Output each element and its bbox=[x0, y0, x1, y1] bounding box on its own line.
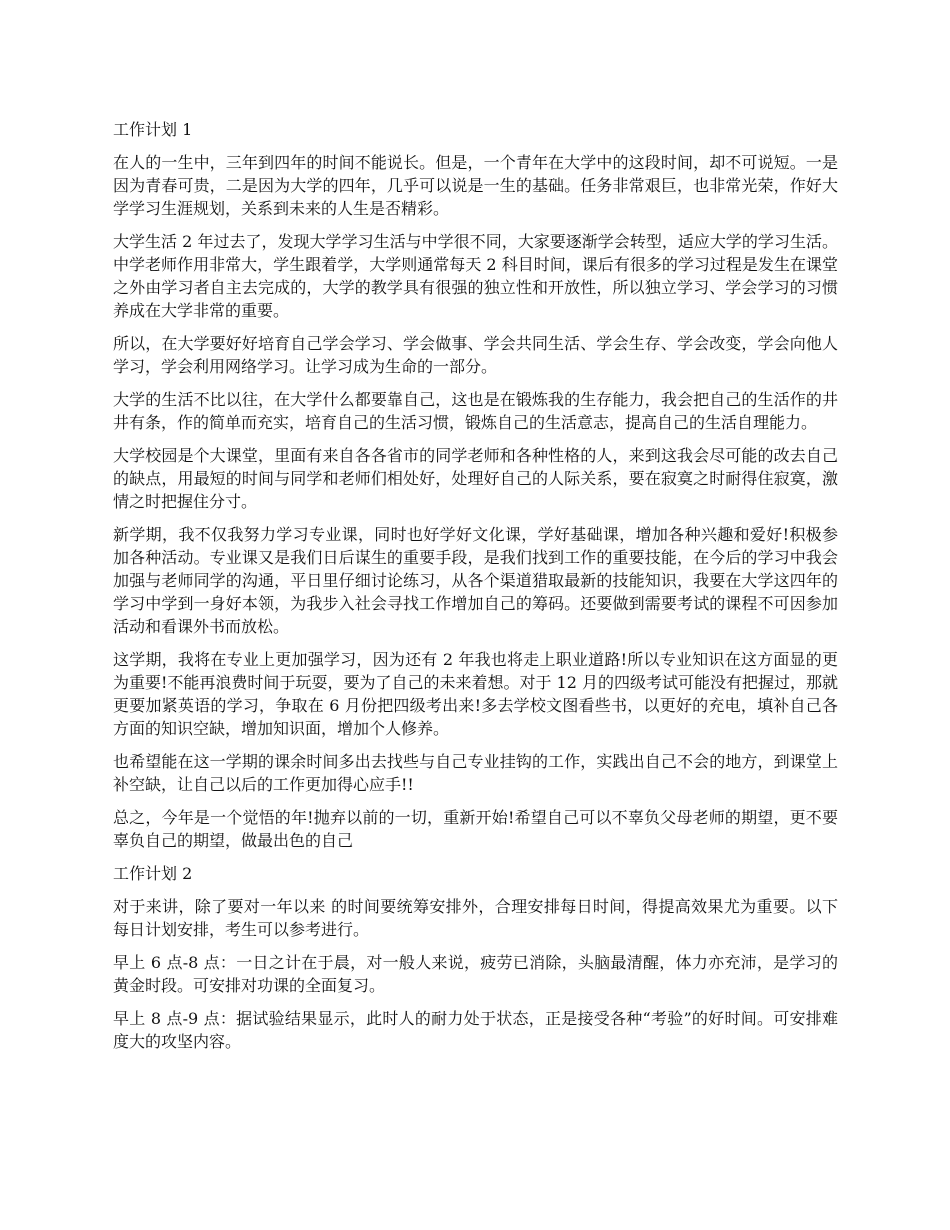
paragraph-daily-plan-intro: 对于来讲，除了要对一年以来 的时间要统筹安排外，合理安排每日时间，得提高效果尤为重要。以下每日计划安排，考生可以参考进行。 bbox=[113, 897, 838, 939]
paragraph-conclusion: 总之，今年是一个觉悟的年!抛弃以前的一切，重新开始!希望自己可以不辜负父母老师的期望，更不要辜负自己的期望，做最出色的自己 bbox=[113, 808, 838, 850]
document-page bbox=[113, 118, 838, 1063]
paragraph-learn-to-learn: 所以，在大学要好好培育自己学会学习、学会做事、学会共同生活、学会生存、学会改变，学会向他人学习，学会利用网络学习。让学习成为生命的一部分。 bbox=[113, 334, 838, 376]
paragraph-campus: 大学校园是个大课堂，里面有来自各各省市的同学老师和各种性格的人，来到这我会尽可能的改去自己的缺点，用最短的时间与同学和老师们相处好，处理好自己的人际关系，要在寂寞之时耐得住寂寞，激情之时把握住分寸。 bbox=[113, 446, 838, 511]
paragraph-practice: 也希望能在这一学期的课余时间多出去找些与自己专业挂钩的工作，实践出自己不会的地方，到课堂上补空缺，让自己以后的工作更加得心应手!! bbox=[113, 752, 838, 794]
section-heading-plan-2: 工作计划 2 bbox=[113, 864, 193, 883]
paragraph-university-life: 大学生活 2 年过去了，发现大学学习生活与中学很不同，大家要逐渐学会转型，适应大学的学习生活。中学老师作用非常大，学生跟着学，大学则通常每天 2 科目时间，课后有很多的学习过程是发生在课堂之外由学习者自主去完成的，大学的教学具有很强的独立性和开放性，所以独立学习、学会学习的习惯养成在大学非常的重要。 bbox=[113, 232, 838, 320]
section-heading-plan-1: 工作计划 1 bbox=[113, 120, 193, 139]
paragraph-schedule-8-9: 早上 8 点-9 点：据试验结果显示，此时人的耐力处于状态，正是接受各种“考验”的好时间。可安排难度大的攻坚内容。 bbox=[113, 1009, 838, 1051]
paragraph-intro: 在人的一生中，三年到四年的时间不能说长。但是，一个青年在大学中的这段时间，却不可说短。一是因为青春可贵，二是因为大学的四年，几乎可以说是一生的基础。任务非常艰巨，也非常光荣，作好大学学习生涯规划，关系到未来的人生是否精彩。 bbox=[113, 153, 838, 218]
paragraph-self-reliance: 大学的生活不比以往，在大学什么都要靠自己，这也是在锻炼我的生存能力，我会把自己的生活作的井井有条，作的简单而充实，培育自己的生活习惯，锻炼自己的生活意志，提高自己的生活自理能力。 bbox=[113, 390, 838, 432]
paragraph-this-semester: 这学期，我将在专业上更加强学习，因为还有 2 年我也将走上职业道路!所以专业知识在这方面显的更为重要!不能再浪费时间于玩耍，要为了自己的未来着想。对于 12 月的四级考试可能没有把握过，那就更要加紧英语的学习，争取在 6 月份把四级考出来!多去学校文图看些书，以更好的充电，填补自己各方面的知识空缺，增加知识面，增加个人修养。 bbox=[113, 650, 838, 738]
paragraph-new-semester: 新学期，我不仅我努力学习专业课，同时也好学好文化课，学好基础课，增加各种兴趣和爱好!积极参加各种活动。专业课又是我们日后谋生的重要手段，是我们找到工作的重要技能，在今后的学习中我会加强与老师同学的沟通，平日里仔细讨论练习，从各个渠道猎取最新的技能知识，我要在大学这四年的学习中学到一身好本领，为我步入社会寻找工作增加自己的筹码。还要做到需要考试的课程不可因参加活动和看课外书而放松。 bbox=[113, 525, 838, 636]
paragraph-schedule-6-8: 早上 6 点-8 点：一日之计在于晨，对一般人来说，疲劳已消除，头脑最清醒，体力亦充沛，是学习的黄金时段。可安排对功课的全面复习。 bbox=[113, 953, 838, 995]
